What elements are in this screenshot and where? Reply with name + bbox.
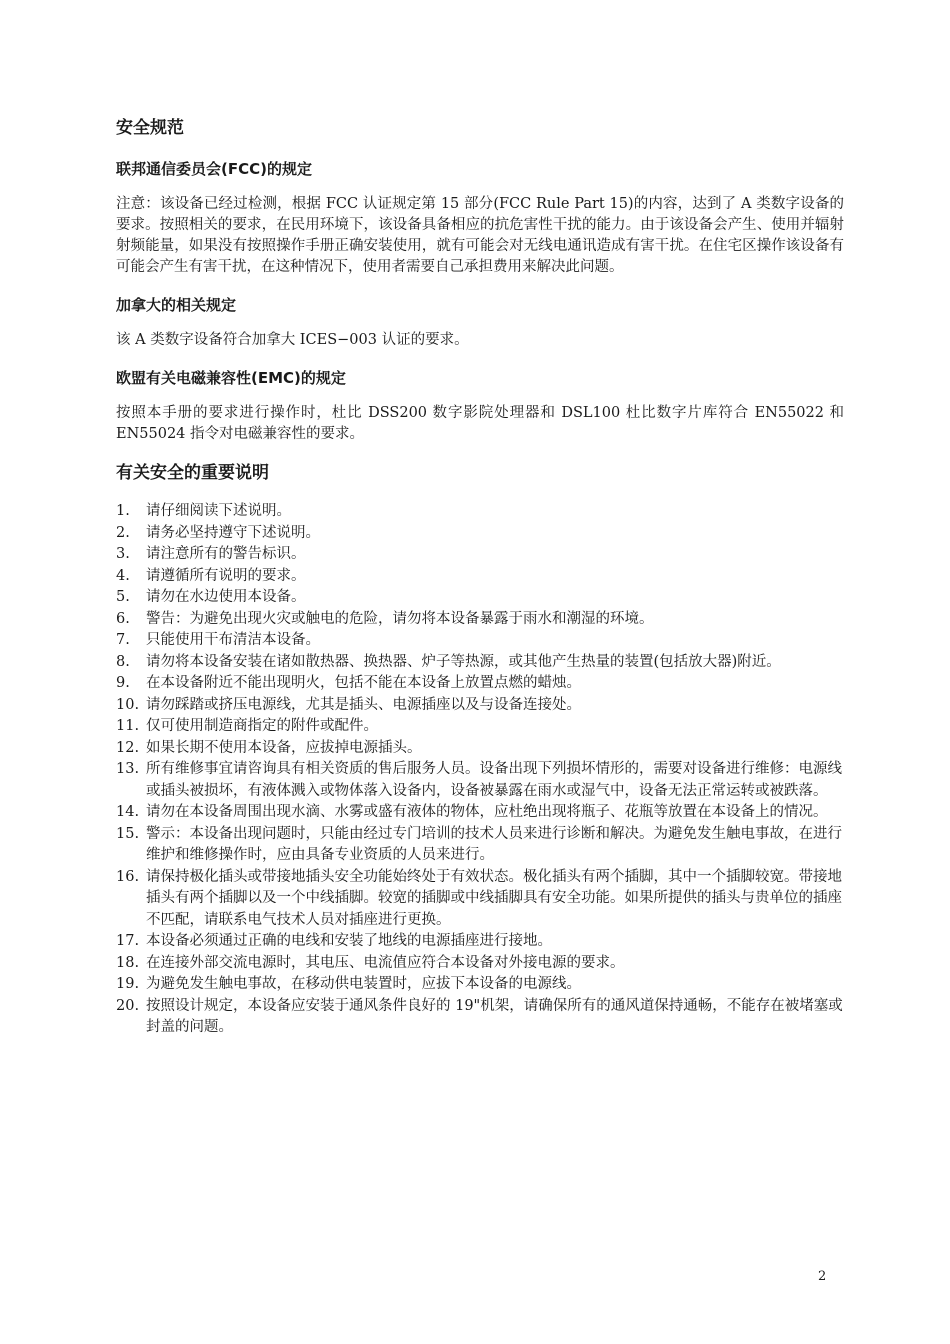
list-item-number: 6. [116,610,130,627]
emc-heading: 欧盟有关电磁兼容性(EMC)的规定 [116,369,346,387]
safety-instructions-list [116,501,844,1039]
list-item-text: 请仔细阅读下述说明。 [146,503,291,519]
list-item-text: 在本设备附近不能出现明火，包括不能在本设备上放置点燃的蜡烛。 [146,675,581,691]
list-item [116,996,844,1039]
list-item-text: 请遵循所有说明的要求。 [146,567,306,584]
list-item-number: 9. [116,675,130,691]
page-number: 2 [818,1269,827,1284]
list-item [116,501,844,523]
list-item [116,716,844,738]
list-item [116,523,844,545]
list-item-number: 3. [116,546,130,562]
list-item [116,609,844,631]
list-item-number: 1. [116,503,130,519]
list-item-number: 18. [116,954,140,971]
list-item [116,759,844,802]
list-item-text: 只能使用干布清洁本设备。 [146,632,320,648]
list-item-number: 17. [116,933,140,949]
list-item-text: 仅可使用制造商指定的附件或配件。 [146,718,378,734]
list-item-text: 按照设计规定，本设备应安装于通风条件良好的 19"机架，请确保所有的通风道保持通畅，不能存在被堵塞或封盖的问题。 [146,997,843,1035]
list-item-text: 为避免发生触电事故，在移动供电装置时，应拔下本设备的电源线。 [146,976,581,992]
list-item-text: 请勿在本设备周围出现水滴、水雾或盛有液体的物体，应杜绝出现将瓶子、花瓶等放置在本设备上的情况。 [146,804,828,820]
list-item [116,802,844,824]
safety-heading: 有关安全的重要说明 [116,463,269,483]
list-item-text: 本设备必须通过正确的电线和安装了地线的电源插座进行接地。 [146,933,552,949]
list-item-text: 请务必坚持遵守下述说明。 [146,524,320,541]
list-item-number: 14. [116,804,140,820]
list-item-text: 所有维修事宜请咨询具有相关资质的售后服务人员。设备出现下列损坏情形的，需要对设备进行维修：电源线或插头被损坏，有液体溅入或物体落入设备内，设备被暴露在雨水或湿气中，设备无法正常运转或被跌落。 [146,761,842,799]
list-item-number: 11. [116,718,140,734]
list-item-number: 10. [116,696,140,713]
list-item-text: 请注意所有的警告标识。 [146,546,306,562]
list-item [116,695,844,717]
list-item-number: 13. [116,761,140,777]
list-item-text: 请勿在水边使用本设备。 [146,589,306,605]
list-item-number: 20. [116,997,140,1014]
list-item-text: 请勿将本设备安装在诸如散热器、换热器、炉子等热源，或其他产生热量的装置(包括放大器)附近。 [146,653,781,670]
list-item-text: 警示：本设备出现问题时，只能由经过专门培训的技术人员来进行诊断和解决。为避免发生触电事故，在进行维护和维修操作时，应由具备专业资质的人员来进行。 [146,825,842,863]
fcc-paragraph: 注意：该设备已经过检测，根据 FCC 认证规定第 15 部分(FCC Rule Part 15)的内容，达到了 A 类数字设备的要求。按照相关的要求，在民用环境下，该设备具备相应的抗危害性干扰的能力。由于该设备会产生、使用并辐射射频能量，如果没有按照操作手册正确安装使用，就有可能会对无线电通讯造成有害干扰。在住宅区操作该设备有可能会产生有害干扰，在这种情况下，使用者需要自己承担费用来解决此问题。 [116,196,844,275]
canada-heading: 加拿大的相关规定 [116,296,237,314]
canada-paragraph: 该 A 类数字设备符合加拿大 ICES−003 认证的要求。 [116,332,469,348]
fcc-heading: 联邦通信委员会(FCC)的规定 [116,160,312,178]
list-item [116,652,844,674]
list-item [116,867,844,932]
list-item [116,824,844,867]
list-item-text: 请保持极化插头或带接地插头安全功能始终处于有效状态。极化插头有两个插脚，其中一个插脚较宽。带接地插头有两个插脚以及一个中线插脚。较宽的插脚或中线插脚具有安全功能。如果所提供的插头与贵单位的插座不匹配，请联系电气技术人员对插座进行更换。 [146,868,842,928]
list-item [116,673,844,695]
list-item-number: 15. [116,825,140,842]
emc-paragraph: 按照本手册的要求进行操作时，杜比 DSS200 数字影院处理器和 DSL100 杜比数字片库符合 EN55022 和 EN55024 指令对电磁兼容性的要求。 [116,405,844,442]
list-item [116,931,844,953]
list-item-number: 7. [116,632,130,648]
list-item-number: 12. [116,739,140,756]
list-item-number: 16. [116,868,140,885]
list-item-text: 如果长期不使用本设备，应拔掉电源插头。 [146,739,422,756]
list-item-number: 5. [116,589,130,605]
list-item [116,738,844,760]
list-item-number: 8. [116,653,130,670]
list-item [116,544,844,566]
document-page [116,116,844,1039]
list-item [116,630,844,652]
list-item-text: 在连接外部交流电源时，其电压、电流值应符合本设备对外接电源的要求。 [146,954,625,971]
list-item [116,974,844,996]
list-item-number: 2. [116,524,130,541]
list-item [116,587,844,609]
list-item-number: 4. [116,567,130,584]
list-item [116,953,844,975]
list-item-text: 警告：为避免出现火灾或触电的危险，请勿将本设备暴露于雨水和潮湿的环境。 [146,610,654,627]
list-item-number: 19. [116,976,140,992]
page-title: 安全规范 [116,118,184,138]
list-item-text: 请勿踩踏或挤压电源线，尤其是插头、电源插座以及与设备连接处。 [146,696,581,713]
list-item [116,566,844,588]
